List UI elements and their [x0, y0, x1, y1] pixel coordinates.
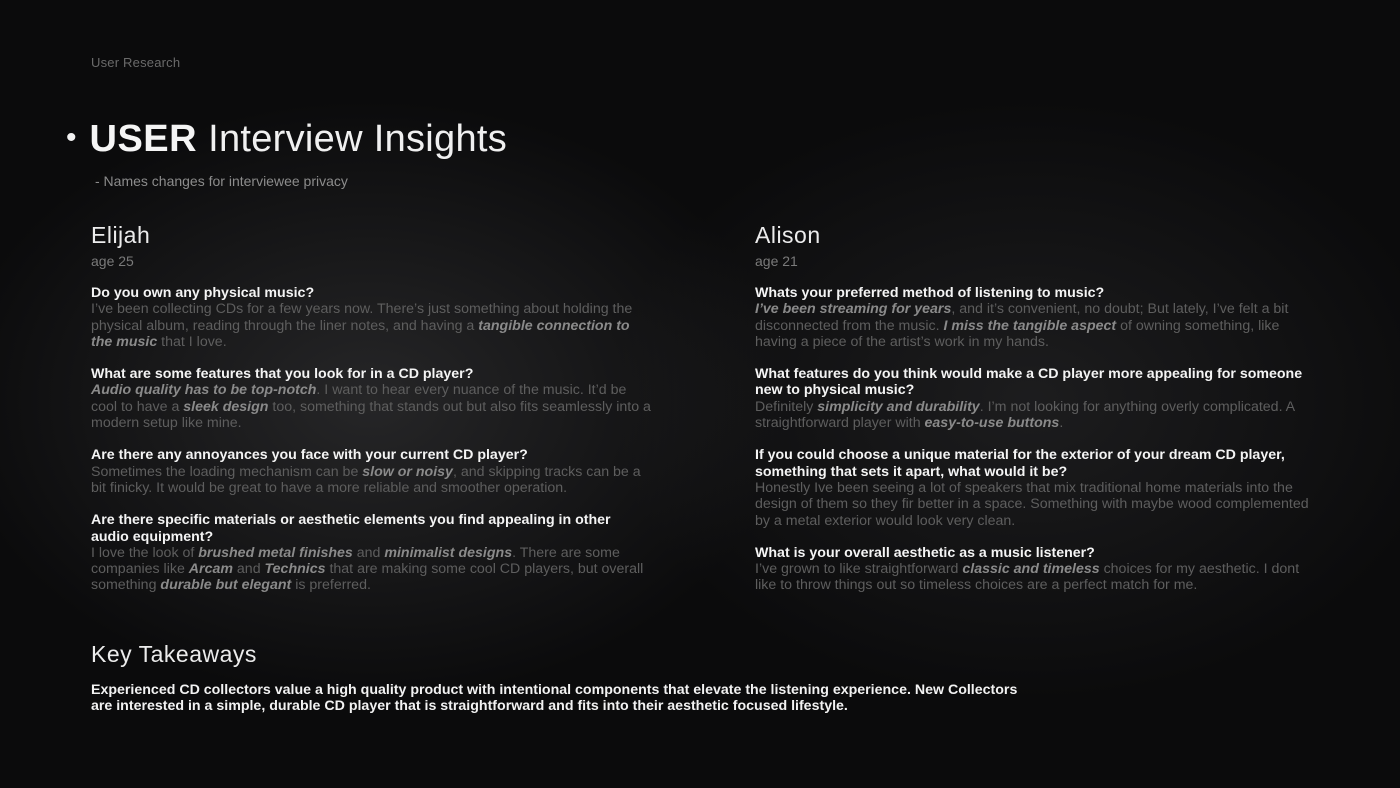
answer-text: . I want to hear every nuance of the music. It’d be cool to have a — [91, 382, 627, 415]
answer-emphasis: Audio quality has to be top-notch — [91, 382, 317, 399]
interviewee-name: Elijah — [91, 222, 151, 248]
interviewee-age: age 25 — [91, 253, 134, 269]
answer-emphasis: I miss the tangible aspect — [943, 317, 1117, 334]
answer-text: and — [232, 561, 265, 578]
question: What features do you think would make a CD player more appealing for someone new to physical music? — [755, 366, 1303, 399]
answer-text: . There are some companies like — [91, 544, 620, 578]
title-light: Interview Insights — [208, 118, 508, 160]
qa-item — [91, 512, 651, 593]
answer-text: , and skipping tracks can be a bit finicky. It would be great to have a more reliable and smoother operation. — [91, 463, 641, 496]
qa-item — [755, 366, 1315, 431]
answer — [91, 464, 651, 497]
interviewee-elijah — [91, 222, 651, 594]
interviewee-age: age 21 — [755, 253, 798, 269]
answer-text: I’ve grown to like straightforward — [755, 561, 963, 578]
answer-text: is preferred. — [291, 577, 371, 594]
question: Are there specific materials or aesthetic elements you find appealing in other audio equipment? — [91, 512, 611, 545]
key-takeaways-title: Key Takeaways — [91, 641, 257, 667]
answer-emphasis: tangible connection to the music — [91, 317, 630, 350]
question: Do you own any physical music? — [91, 285, 315, 301]
answer-text: Definitely — [755, 398, 818, 415]
title-bullet: • — [66, 121, 77, 154]
answer-emphasis: minimalist designs — [384, 544, 513, 561]
answer-text: and — [352, 544, 385, 561]
answer-text: . — [1059, 415, 1064, 432]
answer — [91, 545, 651, 594]
answer-emphasis: sleek design — [183, 398, 269, 415]
answer — [755, 480, 1315, 529]
answer-text: . I’m not looking for anything overly complicated. A straightforward player with — [755, 398, 1295, 432]
qa-item — [755, 447, 1315, 528]
question: If you could choose a unique material for the exterior of your dream CD player, something that sets it apart, what would it be? — [755, 447, 1285, 480]
answer — [91, 301, 651, 350]
question: Whats your preferred method of listening to music? — [755, 285, 1105, 301]
qa-item — [755, 545, 1315, 594]
answer — [755, 301, 1315, 350]
answer-emphasis: I’ve been streaming for years — [755, 301, 952, 318]
title-strong: USER — [89, 118, 198, 160]
qa-item — [755, 285, 1315, 350]
answer-emphasis: brushed metal finishes — [198, 544, 353, 561]
answer — [755, 399, 1315, 432]
answer-emphasis: easy-to-use buttons — [924, 415, 1060, 432]
answer-text: that I love. — [157, 333, 227, 350]
qa-item — [91, 447, 651, 496]
answer — [91, 382, 651, 431]
answer-text: too, something that stands out but also fits seamlessly into a modern setup like mine. — [91, 398, 651, 432]
key-takeaways-text: Experienced CD collectors value a high quality product with intentional components that elevate the listening experience. New Collectors are interested in a simple, durable CD player that is straightforward and fits into their aesthetic focused lifestyle. — [91, 682, 1018, 715]
page-title — [66, 118, 507, 161]
interviewee-alison — [755, 222, 1315, 594]
answer-emphasis: Technics — [264, 561, 326, 578]
answer — [755, 561, 1315, 594]
answer-emphasis: simplicity and durability — [817, 398, 980, 415]
question: Are there any annoyances you face with your current CD player? — [91, 447, 528, 464]
answer-text: choices for my aesthetic. I dont like to throw things out so timeless choices are a perfect match for me. — [755, 561, 1300, 594]
answer-text: I love the look of — [91, 544, 199, 561]
answer-emphasis: durable but elegant — [160, 577, 292, 594]
qa-item — [91, 285, 651, 350]
answer-text: Sometimes the loading mechanism can be — [91, 463, 363, 480]
question: What is your overall aesthetic as a music listener? — [755, 544, 1095, 561]
subtitle: - Names changes for interviewee privacy — [95, 173, 348, 189]
answer-text: I’ve been collecting CDs for a few years now. There’s just something about holding the physical album, reading through the liner notes, and having a — [91, 301, 633, 334]
answer-text: , and it’s convenient, no doubt; But lately, I’ve felt a bit disconnected from the music. — [755, 301, 1289, 334]
answer-emphasis: Arcam — [188, 561, 233, 578]
question: What are some features that you look for in a CD player? — [91, 366, 474, 383]
answer-emphasis: classic and timeless — [962, 561, 1100, 578]
interviewee-name: Alison — [755, 222, 821, 248]
answer-text: that are making some cool CD players, but overall something — [91, 561, 644, 594]
answer-text: Honestly Ive been seeing a lot of speakers that mix traditional home materials into the design of them so they fir better in a space. Something with maybe wood complemented by a metal exterior would look very clean. — [755, 479, 1309, 529]
section-label: User Research — [91, 55, 181, 70]
qa-item — [91, 366, 651, 431]
answer-text: of owning something, like having a piece of the artist’s work in my hands. — [755, 317, 1280, 350]
answer-emphasis: slow or noisy — [362, 463, 453, 480]
